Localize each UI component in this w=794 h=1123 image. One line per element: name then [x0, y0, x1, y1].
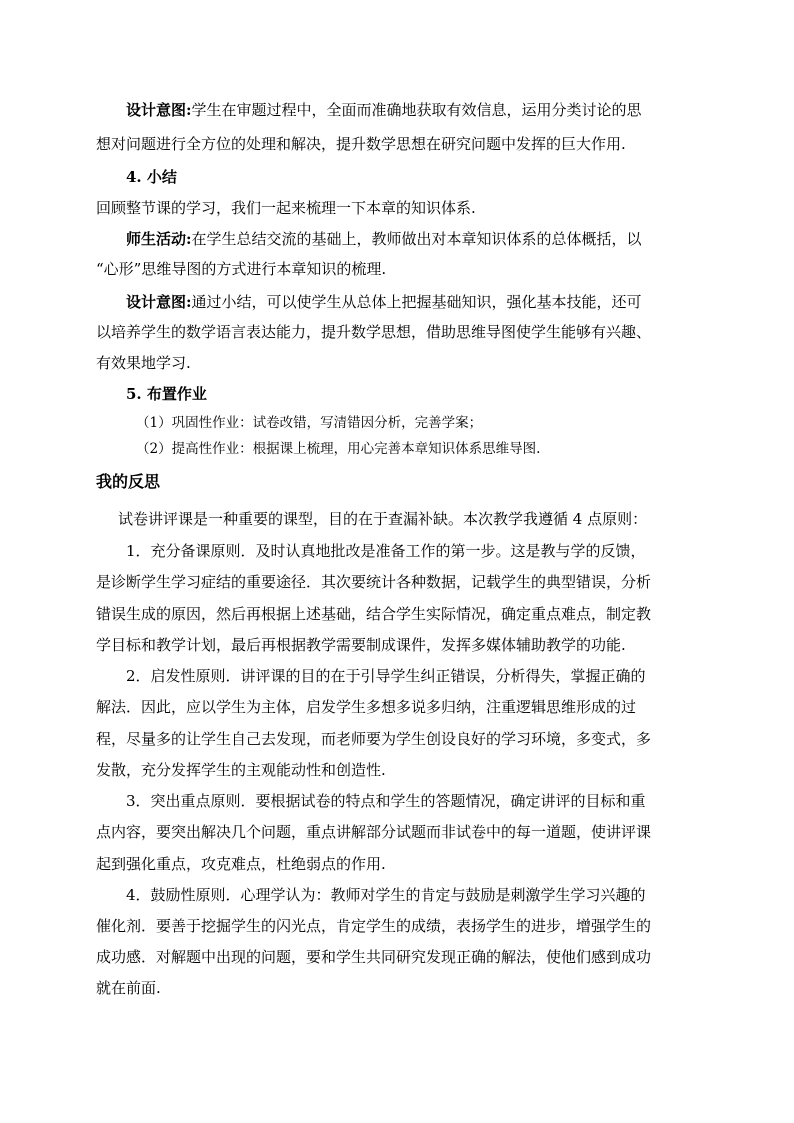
principle-2-line-4: 发散，充分发挥学生的主观能动性和创造性. — [96, 761, 386, 779]
teacher-activity-line-1: 师生活动:在学生总结交流的基础上，教师做出对本章知识体系的总体概括，以 — [126, 230, 642, 248]
homework-item-1: （1）巩固性作业：试卷改错，写清错因分析，完善学案； — [136, 415, 483, 431]
reflection-intro: 试卷讲评课是一种重要的课型，目的在于查漏补缺。本次教学我遵循 4 点原则： — [118, 510, 648, 528]
teacher-activity-line-2: “心形”思维导图的方式进行本章知识的梳理. — [96, 260, 387, 278]
homework-item-2: （2）提高性作业：根据课上梳理，用心完善本章知识体系思维导图. — [136, 441, 541, 457]
reflection-heading: 我的反思 — [96, 472, 161, 491]
principle-4-line-4: 就在前面. — [96, 979, 161, 997]
principle-1-line-2: 是诊断学生学习症结的重要途径．其次要统计各种数据，记载学生的典型错误，分析 — [96, 573, 652, 591]
principle-2-line-2: 解法．因此，应以学生为主体，启发学生多想多说多归纳，注重逻辑思维形成的过 — [96, 698, 637, 716]
principle-2-line-1: 2．启发性原则．讲评课的目的在于引导学生纠正错误，分析得失，掌握正确的 — [126, 667, 646, 685]
principle-4-line-1: 4．鼓励性原则．心理学认为：教师对学生的肯定与鼓励是刺激学生学习兴趣的 — [126, 886, 646, 904]
design-intent-1-line-1: 设计意图:学生在审题过程中，全面而准确地获取有效信息，运用分类讨论的思 — [126, 101, 642, 119]
principle-4-line-2: 催化剂．要善于挖掘学生的闪光点，肯定学生的成绩，表扬学生的进步，增强学生的 — [96, 917, 652, 935]
principle-1-line-3: 错误生成的原因，然后再根据上述基础，结合学生实际情况，确定重点难点，制定教 — [96, 605, 652, 623]
section-4-title: 4. 小结 — [126, 168, 177, 186]
principle-3-line-3: 起到强化重点，攻克难点，杜绝弱点的作用. — [96, 855, 386, 873]
principle-3-line-2: 点内容，要突出解决几个问题，重点讲解部分试题而非试卷中的每一道题，使讲评课 — [96, 823, 652, 841]
principle-1-line-1: 1．充分备课原则．及时认真地批改是准备工作的第一步。这是教与学的反馈， — [126, 542, 646, 560]
design-intent-2-line-1: 设计意图:通过小结，可以使学生从总体上把握基础知识，强化基本技能，还可 — [126, 293, 642, 311]
principle-4-line-3: 成功感．对解题中出现的问题，要和学生共同研究发现正确的解法，使他们感到成功 — [96, 948, 652, 966]
principle-2-line-3: 程，尽量多的让学生自己去发现，而老师要为学生创设良好的学习环境，多变式，多 — [96, 730, 652, 748]
review-line: 回顾整节课的学习，我们一起来梳理一下本章的知识体系. — [96, 199, 476, 217]
principle-3-line-1: 3．突出重点原则．要根据试卷的特点和学生的答题情况，确定讲评的目标和重 — [126, 792, 646, 810]
design-intent-1-label: 设计意图: — [126, 101, 192, 119]
principle-1-line-4: 学目标和教学计划，最后再根据教学需要制成课件，发挥多媒体辅助教学的功能. — [96, 636, 626, 654]
teacher-activity-label: 师生活动: — [126, 230, 192, 248]
design-intent-1-line-2: 想对问题进行全方位的处理和解决，提升数学思想在研究问题中发挥的巨大作用. — [96, 135, 626, 153]
design-intent-2-line-2: 以培养学生的数学语言表达能力，提升数学思想，借助思维导图使学生能够有兴趣、 — [96, 323, 652, 341]
section-5-title: 5. 布置作业 — [126, 385, 207, 403]
design-intent-2-label: 设计意图: — [126, 293, 192, 311]
design-intent-2-line-3: 有效果地学习. — [96, 354, 191, 372]
